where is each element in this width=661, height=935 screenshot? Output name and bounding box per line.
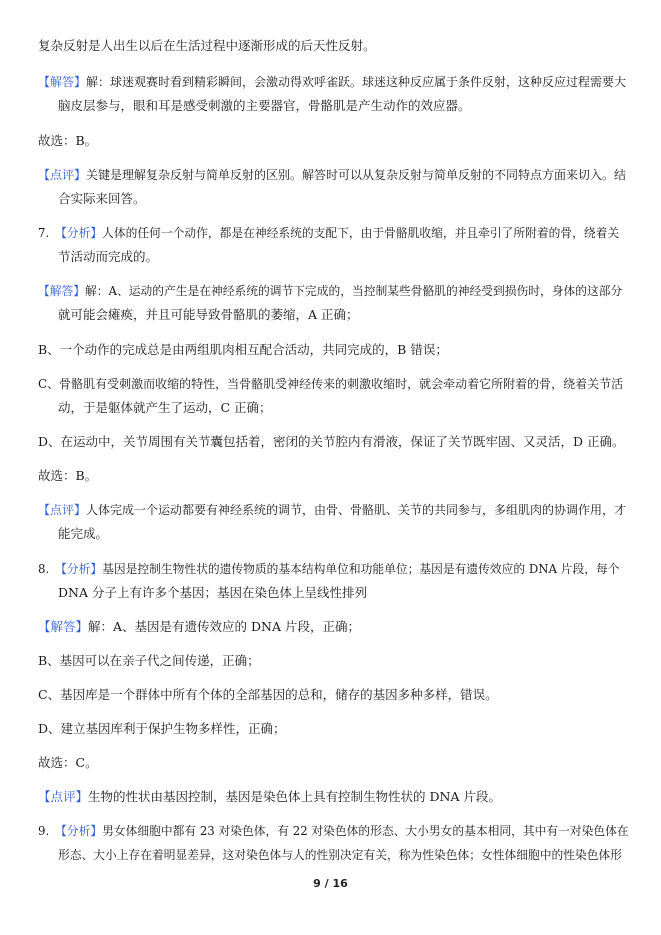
text-line: B、一个动作的完成总是由两组肌肉相互配合活动，共同完成的，B 错误； — [38, 342, 448, 357]
text-line: 节活动而完成的。 — [58, 249, 159, 264]
comment-line: 【点评】关键是理解复杂反射与简单反射的区别。解答时可以从复杂反射与简单反射的不同特点方面来切入。结 — [38, 168, 627, 182]
text-line: D、建立基因库利于保护生物多样性，正确； — [38, 721, 286, 736]
answer-line: 【解答】解：球迷观赛时看到精彩瞬间，会激动得欢呼雀跃。球迷这种反应属于条件反射，这种反应过程需要大 — [38, 75, 627, 89]
question-8-analysis: 8. 【分析】基因是控制生物性状的遗传物质的基本结构单位和功能单位；基因是有遗传效应的 DNA 片段，每个 — [38, 562, 620, 576]
text-line: D、在运动中，关节周围有关节囊包括着，密闭的关节腔内有滑液，保证了关节既牢固、又灵活，D 正确。 — [38, 434, 625, 449]
text-line: 故选：C。 — [38, 755, 98, 770]
text-line: 能完成。 — [58, 526, 109, 541]
answer-line: 【解答】解：A、运动的产生是在神经系统的调节下完成的，当控制某些骨骼肌的神经受到损伤时，身体的这部分 — [38, 284, 623, 298]
text-line: 故选：B。 — [38, 133, 98, 148]
question-9-analysis: 9. 【分析】男女体细胞中都有 23 对染色体，有 22 对染色体的形态、大小男女的基本相同，其中有一对染色体在 — [38, 824, 629, 838]
comment-line: 【点评】人体完成一个运动都要有神经系统的调节，由骨、骨骼肌、关节的共同参与，多组肌肉的协调作用，才 — [38, 503, 627, 517]
question-7-analysis: 7. 【分析】人体的任何一个动作，都是在神经系统的支配下，由于骨骼肌收缩，并且牵引了所附着的骨，绕着关 — [38, 226, 620, 240]
answer-line: 【解答】解：A、基因是有遗传效应的 DNA 片段，正确； — [38, 619, 360, 634]
comment-line: 【点评】生物的性状由基因控制，基因是染色体上具有控制生物性状的 DNA 片段。 — [38, 789, 501, 804]
text-line: C、骨骼肌有受刺激而收缩的特性，当骨骼肌受神经传来的刺激收缩时，就会牵动着它所附着的骨，绕着关节活 — [38, 377, 624, 391]
text-line: C、基因库是一个群体中所有个体的全部基因的总和，储存的基因多种多样，错误。 — [38, 687, 498, 702]
text-line: 合实际来回答。 — [58, 191, 146, 206]
text-line: 脑皮层参与，眼和耳是感受刺激的主要器官，骨骼肌是产生动作的效应器。 — [58, 98, 471, 113]
text-line: 形态、大小上存在着明显差异，这对染色体与人的性别决定有关，称为性染色体；女性体细胞中的性染色体形 — [58, 848, 622, 862]
page-number: 9 / 16 — [313, 877, 348, 890]
text-line: 复杂反射是人出生以后在生活过程中逐渐形成的后天性反射。 — [38, 38, 376, 53]
text-line: 动，于是躯体就产生了运动，C 正确； — [58, 400, 272, 415]
text-line: DNA 分子上有许多个基因；基因在染色体上呈线性排列 — [58, 585, 367, 600]
text-line: B、基因可以在亲子代之间传递，正确； — [38, 653, 260, 668]
text-line: 故选：B。 — [38, 468, 98, 483]
text-line: 就可能会瘫痪，并且可能导致骨骼肌的萎缩，A 正确； — [58, 307, 359, 322]
